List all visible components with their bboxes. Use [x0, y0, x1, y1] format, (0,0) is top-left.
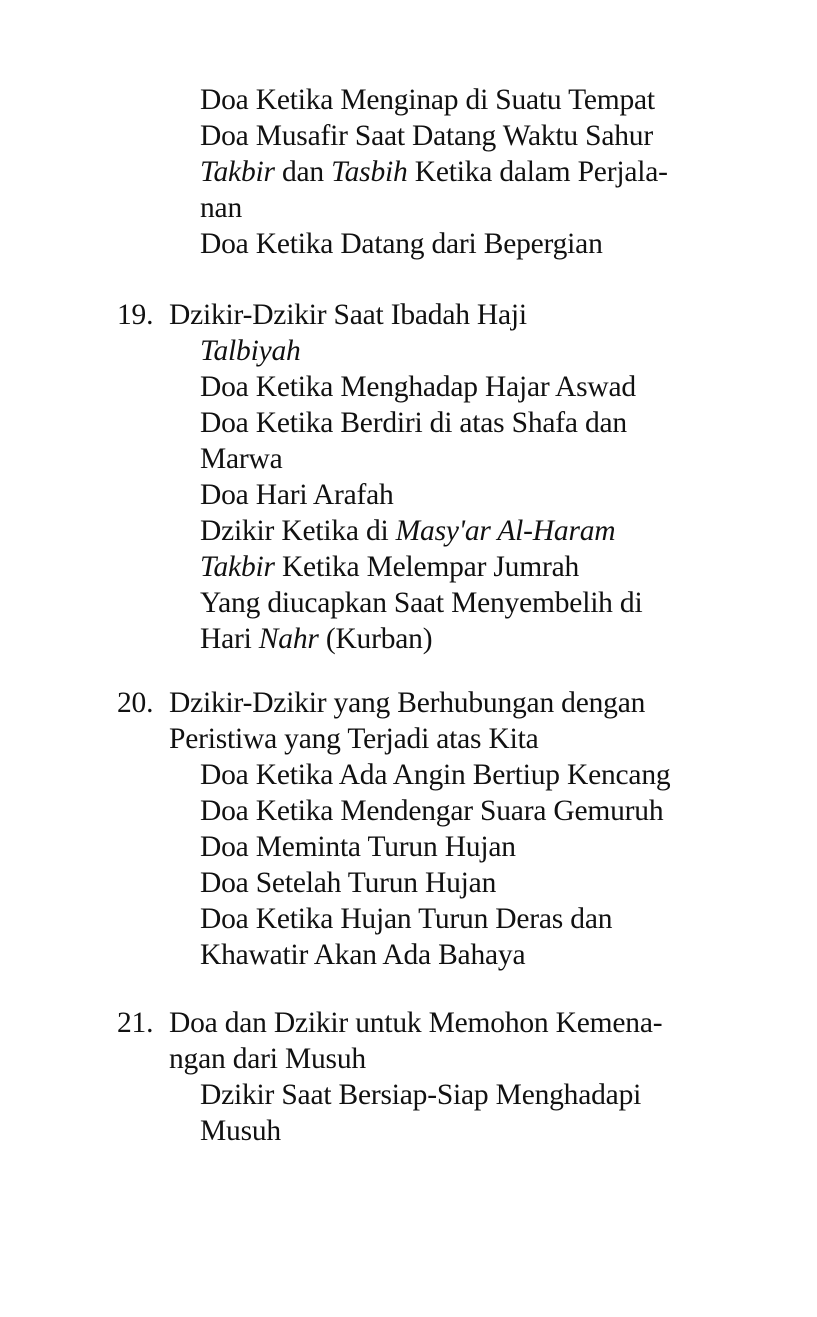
italic-term: Tasbih [331, 156, 408, 188]
list-item-continuation: Musuh [200, 1115, 281, 1147]
text-run: (Kurban) [318, 623, 433, 655]
section-number: 20. [117, 687, 154, 719]
list-item: Doa Ketika Ada Angin Bertiup Kencang [200, 759, 671, 791]
text-run: Ketika Melempar Jumrah [274, 551, 580, 583]
italic-term: Nahr [258, 623, 319, 655]
section-title-continuation: Peristiwa yang Terjadi atas Kita [169, 723, 539, 755]
list-item [200, 333, 301, 369]
section-title: Dzikir-Dzikir yang Berhubungan dengan [169, 687, 646, 719]
section-heading-21 [117, 1005, 662, 1041]
list-item [200, 513, 615, 549]
list-item: Doa Ketika Mendengar Suara Gemuruh [200, 795, 664, 827]
section-title-continuation: ngan dari Musuh [169, 1043, 366, 1075]
text-run: Dzikir Ketika di [200, 515, 396, 547]
section-number: 21. [117, 1007, 154, 1039]
list-item: Doa Ketika Menghadap Hajar Aswad [200, 371, 636, 403]
list-item: Doa Meminta Turun Hujan [200, 831, 516, 863]
list-item: Doa Ketika Berdiri di atas Shafa dan [200, 407, 627, 439]
list-item-continuation [200, 621, 432, 657]
list-item [200, 154, 668, 190]
list-item-continuation: nan [200, 192, 242, 224]
list-item [200, 549, 579, 585]
list-item: Doa Musafir Saat Datang Waktu Sahur [200, 120, 653, 152]
section-heading-20 [117, 685, 645, 721]
text-run: Hari [200, 623, 259, 655]
list-item: Doa Ketika Menginap di Suatu Tempat [200, 84, 655, 116]
list-item-continuation: Khawatir Akan Ada Bahaya [200, 939, 526, 971]
list-item: Doa Hari Arafah [200, 479, 394, 511]
italic-term: Takbir [200, 551, 275, 583]
italic-term: Masy'ar Al-Haram [395, 515, 616, 547]
list-item-continuation: Marwa [200, 443, 283, 475]
italic-term: Takbir [200, 156, 275, 188]
section-title: Doa dan Dzikir untuk Memohon Kemena- [169, 1007, 663, 1039]
italic-term: Talbiyah [200, 335, 301, 367]
list-item: Doa Setelah Turun Hujan [200, 867, 497, 899]
text-run: dan [274, 156, 332, 188]
section-heading-19 [117, 297, 527, 333]
list-item: Dzikir Saat Bersiap-Siap Menghadapi [200, 1079, 642, 1111]
section-number: 19. [117, 299, 154, 331]
list-item: Yang diucapkan Saat Menyembelih di [200, 587, 643, 619]
list-item: Doa Ketika Datang dari Bepergian [200, 228, 603, 260]
text-run: Ketika dalam Perjala- [407, 156, 668, 188]
section-title: Dzikir-Dzikir Saat Ibadah Haji [169, 299, 527, 331]
list-item: Doa Ketika Hujan Turun Deras dan [200, 903, 613, 935]
